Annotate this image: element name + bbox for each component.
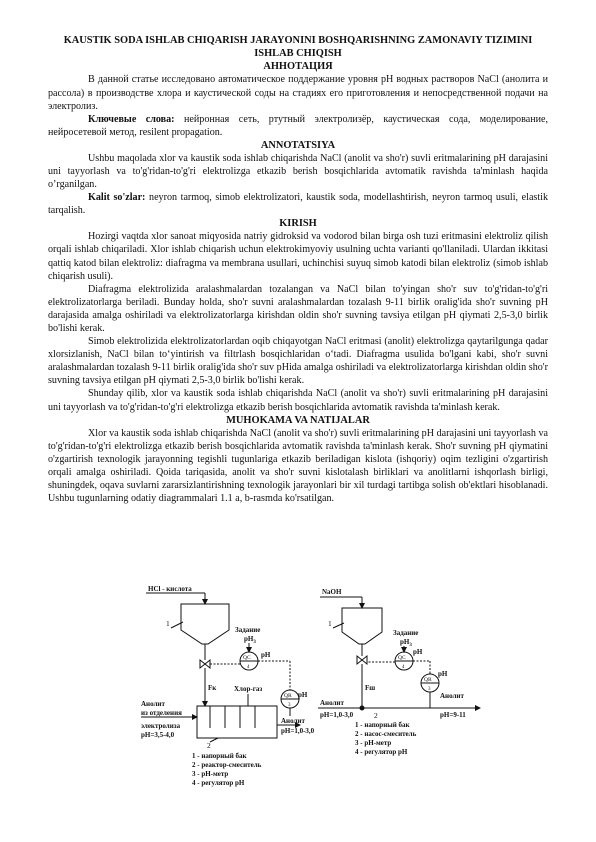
diagram-a-setpoint-label: Задание: [235, 626, 261, 634]
diagram-b-qr-number: 3: [428, 687, 431, 692]
diagram-a-qr-label: QR: [284, 693, 292, 699]
diagram-b-anolyte-out-2: pH=9-11: [440, 711, 466, 719]
diagram-a-legend-item: 3 - pH-метр: [192, 770, 229, 778]
diagram-a-anolyte-in-1: Анолит: [141, 700, 165, 708]
diagram-a-reactor-number: 2: [207, 741, 211, 750]
diagram-a-anolyte-in-3: электролиза: [141, 722, 181, 730]
ru-keywords-label: Ключевые слова:: [88, 113, 175, 125]
diagram-a-flow-label: Fк: [208, 684, 217, 692]
diagram-a-gas-label: Хлор-газ: [234, 685, 263, 693]
diagram-b-ph2-label: pH: [438, 670, 448, 678]
diagram-b-anolyte-in-2: pH=1,0-3,0: [320, 711, 354, 719]
diagram-a-legend-item: 1 - напорный бак: [192, 752, 247, 760]
diagram-a-legend-item: 2 - реактор-смеситель: [192, 761, 262, 769]
diagram-b-tank-number: 1: [328, 619, 332, 628]
diagram-b: [318, 588, 480, 756]
diagram-b-setpoint-label: Задание: [393, 629, 419, 637]
diagram-b-anolyte-out-1: Анолит: [440, 692, 464, 700]
diagram-b-legend-item: 3 - pH-метр: [355, 739, 392, 747]
diagram-a-input-label: HCl - кислота: [148, 585, 192, 593]
paper-title: KAUSTIK SODA ISHLAB CHIQARISH JARAYONINI BOSHQARISHNING ZAMONAVIY TIZIMINI ISHLAB CHIQISH: [63, 35, 533, 60]
uz-abstract-heading: ANNOTATSIYA: [260, 139, 336, 151]
intro-heading: KIRISH: [279, 218, 317, 230]
ru-keywords-list: нейронная сеть, ртутный электролизёр, каустическая сода, моделирование, нейросетевой метод, resilent propagation.: [48, 113, 548, 138]
diagram-a-ph2-label: pH: [298, 691, 308, 699]
diagram-a-qc-number: 4: [247, 665, 250, 670]
diagram-b-mixer-junction: [360, 706, 364, 710]
discussion-heading: MUHOKAMA VA NATIJALAR: [226, 414, 370, 426]
intro-paragraph: Shunday qilib, xlor va kaustik soda ishlab chiqarishda NaCl (anolit va sho'r) suvli eritmalarining pH darajasini uni tayyorlash va to'g'ridan-to'g'ri elektrolizga etkazib berish bosqichlarida avtomatik ravishda ta'minlash kerak.: [48, 388, 548, 413]
intro-paragraph: Diafragma elektrolizida aralashmalardan tozalangan va NaCl bilan to'yingan sho'r suv to'g'ridan-to'g'ri elektrolizatorlarga beriladi. Bunday holda, sho'r suvni aralashmalardan tozalash 9-11 birlik oralig'ida sho'r suvning pH darajasida amalga oshiriladi va elektrolizatorlarga kirishdan oldin sho'r suvning tavsiya etilgan pH qiymati 2,5-3,0 birlik bo'lishi kerak.: [48, 283, 548, 334]
diagram-a-anolyte-out-1: Анолит: [281, 717, 305, 725]
diagram-a-qr-number: 3: [288, 703, 291, 708]
diagram-b-setpoint-symbol: $pH_3$: [400, 638, 412, 648]
intro-paragraph: Simob elektrolizida elektrolizatorlardan oqib chiqayotgan NaCl eritmasi (anolit) elektrolizga qaytarilgunga qadar xlorsizlanish, NaCl bilan to‘yintirish va filtrlash bosqichlaridan o‘tadi. Diafragma usulida bo'lgani kabi, sho'r suvni aralashmalardan tozalash 9-11 birlik oralig'ida sho'r suv pHida amalga oshiriladi va elektrolizatorlarga kirishdan oldin sho'r suvning tavsiya etilgan pH qiymati 2,5-3,0 birlik bo'lishi kerak.: [48, 336, 548, 387]
diagram-b-tank: [342, 608, 382, 644]
ru-keywords: [48, 113, 548, 139]
ru-abstract-heading: АННОТАЦИЯ: [263, 61, 333, 73]
diagram-a-tank: [181, 604, 229, 644]
diagram-b-ph-label: pH: [413, 648, 423, 656]
diagram-b-flow-label: Fш: [365, 684, 376, 692]
uz-keywords: [48, 191, 548, 217]
diagram-a-tank-number: 1: [166, 619, 170, 628]
diagram-a-reactor: [197, 706, 277, 738]
diagram-a-anolyte-out-2: pH=1,0-3,0: [281, 727, 315, 735]
diagram-b-valve: [357, 656, 367, 664]
diagram-b-qc-number: 4: [402, 665, 405, 670]
diagram-a-anolyte-in-2: из отделения: [141, 709, 182, 717]
diagram-b-anolyte-in-1: Анолит: [320, 699, 344, 707]
intro-paragraph: Hozirgi vaqtda xlor sanoat miqyosida natriy gidroksid va vodorod bilan birga osh tuzi eritmasini elektroliz qilish orqali ishlab chiqariladi. Xlor ishlab chiqarish uchun elektrokimyoviy usulning uchta varianti qo'llaniladi. Ulardan ikkitasi qattiq katod bilan elektroliz: diafragma va membrana usullari, uchinchisi suyuq simob katodi bilan elektroliz (simob ishlab chiqarish usuli).: [48, 231, 548, 282]
diagram-a: [141, 585, 315, 787]
diagram-a-setpoint-symbol: $pH_3$: [244, 635, 256, 645]
ru-abstract-text: В данной статье исследовано автоматическое поддержание уровня pH водных растворов NaCl (анолита и рассола) в производстве хлора и каустической соды на стадиях его приготовления и непосредственной подачи на электролиз.: [48, 74, 548, 112]
diagram-b-mixer-number: 2: [374, 711, 378, 720]
diagram-a-anolyte-in-4: pH=3,5-4,0: [141, 731, 175, 739]
diagram-a-qc-label: QC: [243, 655, 251, 661]
process-diagrams-svg: [0, 582, 596, 802]
diagram-b-input-label: NaOH: [322, 588, 342, 596]
discussion-paragraph: Xlor va kaustik soda ishlab chiqarishda NaCl (anolit va sho'r) suvli eritmalarining pH darajasini uni tayyorlash va to'g'ridan-to'g'ri elektrolizga etkazib berish bosqichlarida avtomatik ravishda ta'minlash kerak. Sho'r suvning pH qiymatini o'zgartirish texnologik jarayonning tegishli tugunlariga etkazib beriladigan kislota (ishqoriy) oqim tezligini o'zgartirish orqali amalga oshiriladi. Qoida tariqasida, anolit va sho'r suvni kislotalash birliklari va anolitlarni ishqorlash birligi, shuningdek, oqava suvlarni zararsizlantirishning texnologik jarayonlari bir xil turdagi tartibga solish ob'ektlari hisoblanadi. Ushbu tugunlarning odatiy diagrammalari 1.1 a, b-rasmda ko'rsatilgan.: [48, 427, 548, 505]
diagram-b-legend-item: 4 - регулятор pH: [355, 748, 408, 756]
diagram-a-valve: [200, 660, 210, 668]
diagram-b-qc-label: QC: [398, 655, 406, 661]
uz-keywords-list: neyron tarmoq, simob elektrolizatori, kaustik soda, modellashtirish, neyron tarmoq usuli, elastik tarqalish.: [48, 192, 549, 217]
diagram-b-qr-label: QR: [424, 677, 432, 683]
uz-abstract-text: Ushbu maqolada xlor va kaustik soda ishlab chiqarishda NaCl (anolit va sho'r) suvli eritmalarining pH darajasini uni tayyorlash va to'g'ridan-to'g'ri elektrolizga etkazib berish bosqichlarida avtomatik ravishda ta'minlash haqida o’rganilgan.: [48, 152, 548, 191]
diagram-a-legend-item: 4 - регулятор pH: [192, 779, 245, 787]
diagram-a-ph-label: pH: [261, 651, 271, 659]
uz-keywords-label: Kalit so'zlar:: [88, 192, 146, 204]
diagram-b-legend-item: 1 - напорный бак: [355, 721, 410, 729]
process-diagrams-figure: [0, 582, 596, 802]
diagram-a-reactor-leader: [210, 738, 218, 742]
diagram-b-legend-item: 2 - насос-смеситель: [355, 730, 417, 738]
